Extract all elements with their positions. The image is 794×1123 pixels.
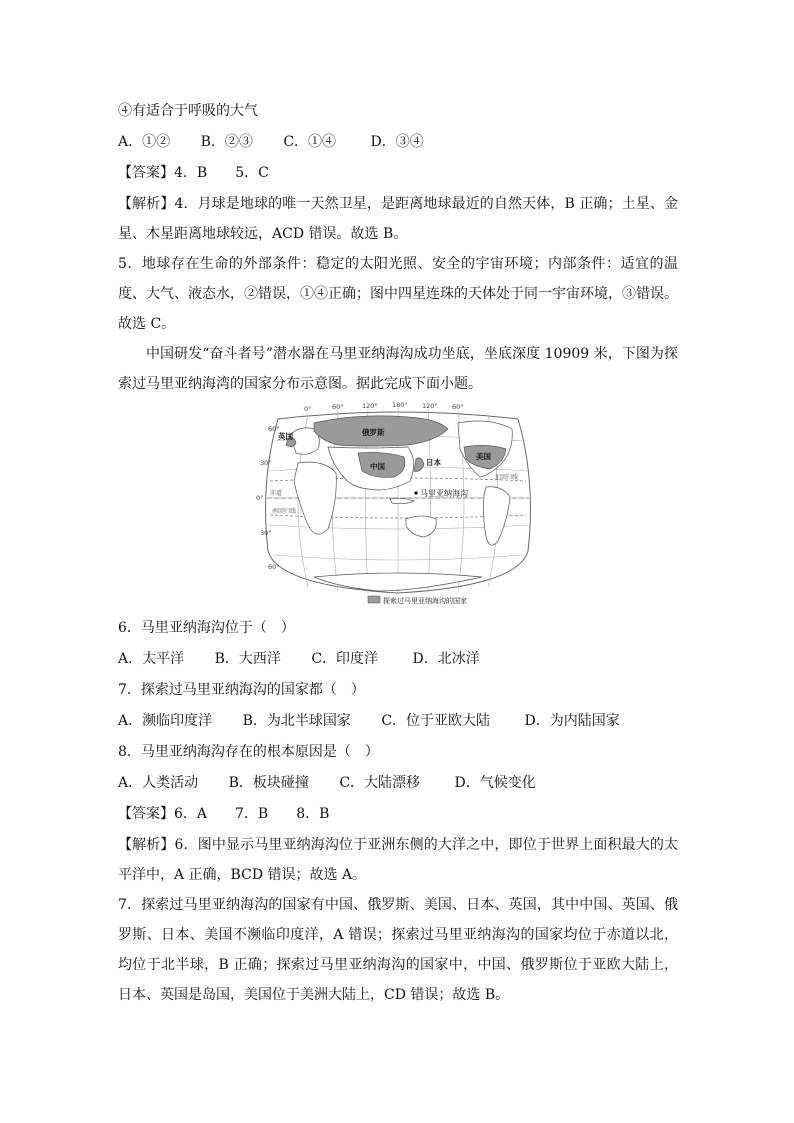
option-d: D．③④ (370, 134, 424, 150)
antarctica-shape (314, 573, 482, 591)
legend-label: 探索过马里亚纳海沟的国家 (383, 597, 467, 605)
option-c: C．①④ (283, 134, 337, 150)
map-continents (286, 416, 512, 591)
analysis-6: 【解析】6．图中显示马里亚纳海沟位于亚洲东侧的大洋之中，即位于世界上面积最大的太平洋中，A 正确，BCD 错误；故选 A。 (118, 837, 678, 883)
question-8: 8．马里亚纳海沟存在的根本原因是（ ） (118, 744, 379, 760)
equator-label: 赤道 (270, 490, 283, 497)
option-c: C．印度洋 (311, 651, 379, 667)
question-intro: 中国研发“奋斗者号”潜水器在马里亚纳海沟成功坐底，坐底深度 10909 米，下图为探索过马里亚纳海湾的国家分布示意图。据此完成下面小题。 (118, 346, 678, 392)
analysis-5: 5．地球存在生命的外部条件：稳定的太阳光照、安全的宇宙环境；内部条件：适宜的温度、大气、液态水，②错误，①④正确；图中四星连珠的天体处于同一宇宙环境，③错误。故选 C。 (118, 256, 678, 332)
lat-label-30s: 30° (260, 529, 272, 537)
south-america-shape (483, 487, 510, 545)
option-a: A．濒临印度洋 (118, 713, 213, 729)
lon-label-120e: 120° (362, 402, 378, 410)
answer-6-8: 【答案】6．A 7．B 8．B (118, 806, 330, 822)
japan-shape (414, 458, 424, 472)
lon-label-120w: 120° (422, 402, 438, 410)
option-b: B．②③ (200, 134, 253, 150)
q8-options (118, 768, 678, 799)
option-a: A．①② (118, 134, 171, 150)
q5-options (118, 127, 678, 158)
option-d: D．气候变化 (454, 775, 536, 791)
option-b: B．为北半球国家 (242, 713, 351, 729)
australia-shape (406, 516, 436, 537)
q5-option-4-statement: ④有适合于呼吸的大气 (118, 103, 258, 119)
document-page (118, 96, 678, 1010)
option-a: A．人类活动 (118, 775, 199, 791)
option-d: D．北冰洋 (412, 651, 480, 667)
lat-label-60n: 60° (268, 425, 280, 433)
lat-label-60s: 60° (268, 563, 280, 571)
option-b: B．大西洋 (214, 651, 281, 667)
country-label-russia: 俄罗斯 (362, 428, 385, 437)
q6-options (118, 644, 678, 675)
africa-shape (294, 462, 336, 534)
tropic-of-capricorn-label: 南回归线 (272, 508, 297, 515)
question-7: 7．探索过马里亚纳海沟的国家都（ ） (118, 682, 365, 698)
trench-label: 马里亚纳海沟 (420, 489, 468, 498)
tropic-of-cancer-label: 北回归线 (494, 474, 519, 481)
world-map (118, 401, 678, 609)
trench-marker (414, 491, 417, 494)
country-label-japan: 日本 (426, 458, 441, 467)
country-label-uk: 英国 (278, 432, 293, 441)
option-d: D．为内陆国家 (524, 713, 620, 729)
answer-4-5: 【答案】4．B 5．C (118, 165, 269, 181)
option-b: B．板块碰撞 (228, 775, 309, 791)
option-c: C．大陆漂移 (339, 775, 421, 791)
legend-swatch (368, 596, 380, 603)
lon-label-0: 0° (304, 405, 312, 413)
lat-label-0: 0° (256, 494, 264, 502)
indonesia-shape (390, 498, 414, 503)
analysis-4: 【解析】4．月球是地球的唯一天然卫星，是距离地球最近的自然天体，B 正确；土星、金星、木星距离地球较远，ACD 错误。故选 B。 (118, 196, 678, 242)
lon-label-60e: 60° (332, 403, 344, 411)
world-map-figure (118, 401, 678, 609)
option-a: A．太平洋 (118, 651, 185, 667)
question-6: 6．马里亚纳海沟位于（ ） (118, 620, 295, 636)
lon-label-60w: 60° (452, 403, 464, 411)
country-label-china: 中国 (370, 462, 385, 471)
country-label-usa: 美国 (476, 452, 491, 461)
option-c: C．位于亚欧大陆 (381, 713, 491, 729)
lon-label-180: 180° (392, 401, 408, 409)
analysis-7: 7．探索过马里亚纳海沟的国家有中国、俄罗斯、美国、日本、英国，其中中国、英国、俄罗斯、日本、美国不濒临印度洋，A 错误；探索过马里亚纳海沟的国家均位于赤道以北，均位于北半球，B 正确；探索过马里亚纳海沟的国家中，中国、俄罗斯位于亚欧大陆上，日本、英国是岛国，美国位于美洲大陆上，CD 错误；故选 B。 (118, 897, 678, 1003)
q7-options (118, 706, 678, 737)
lat-label-30n: 30° (260, 459, 272, 467)
